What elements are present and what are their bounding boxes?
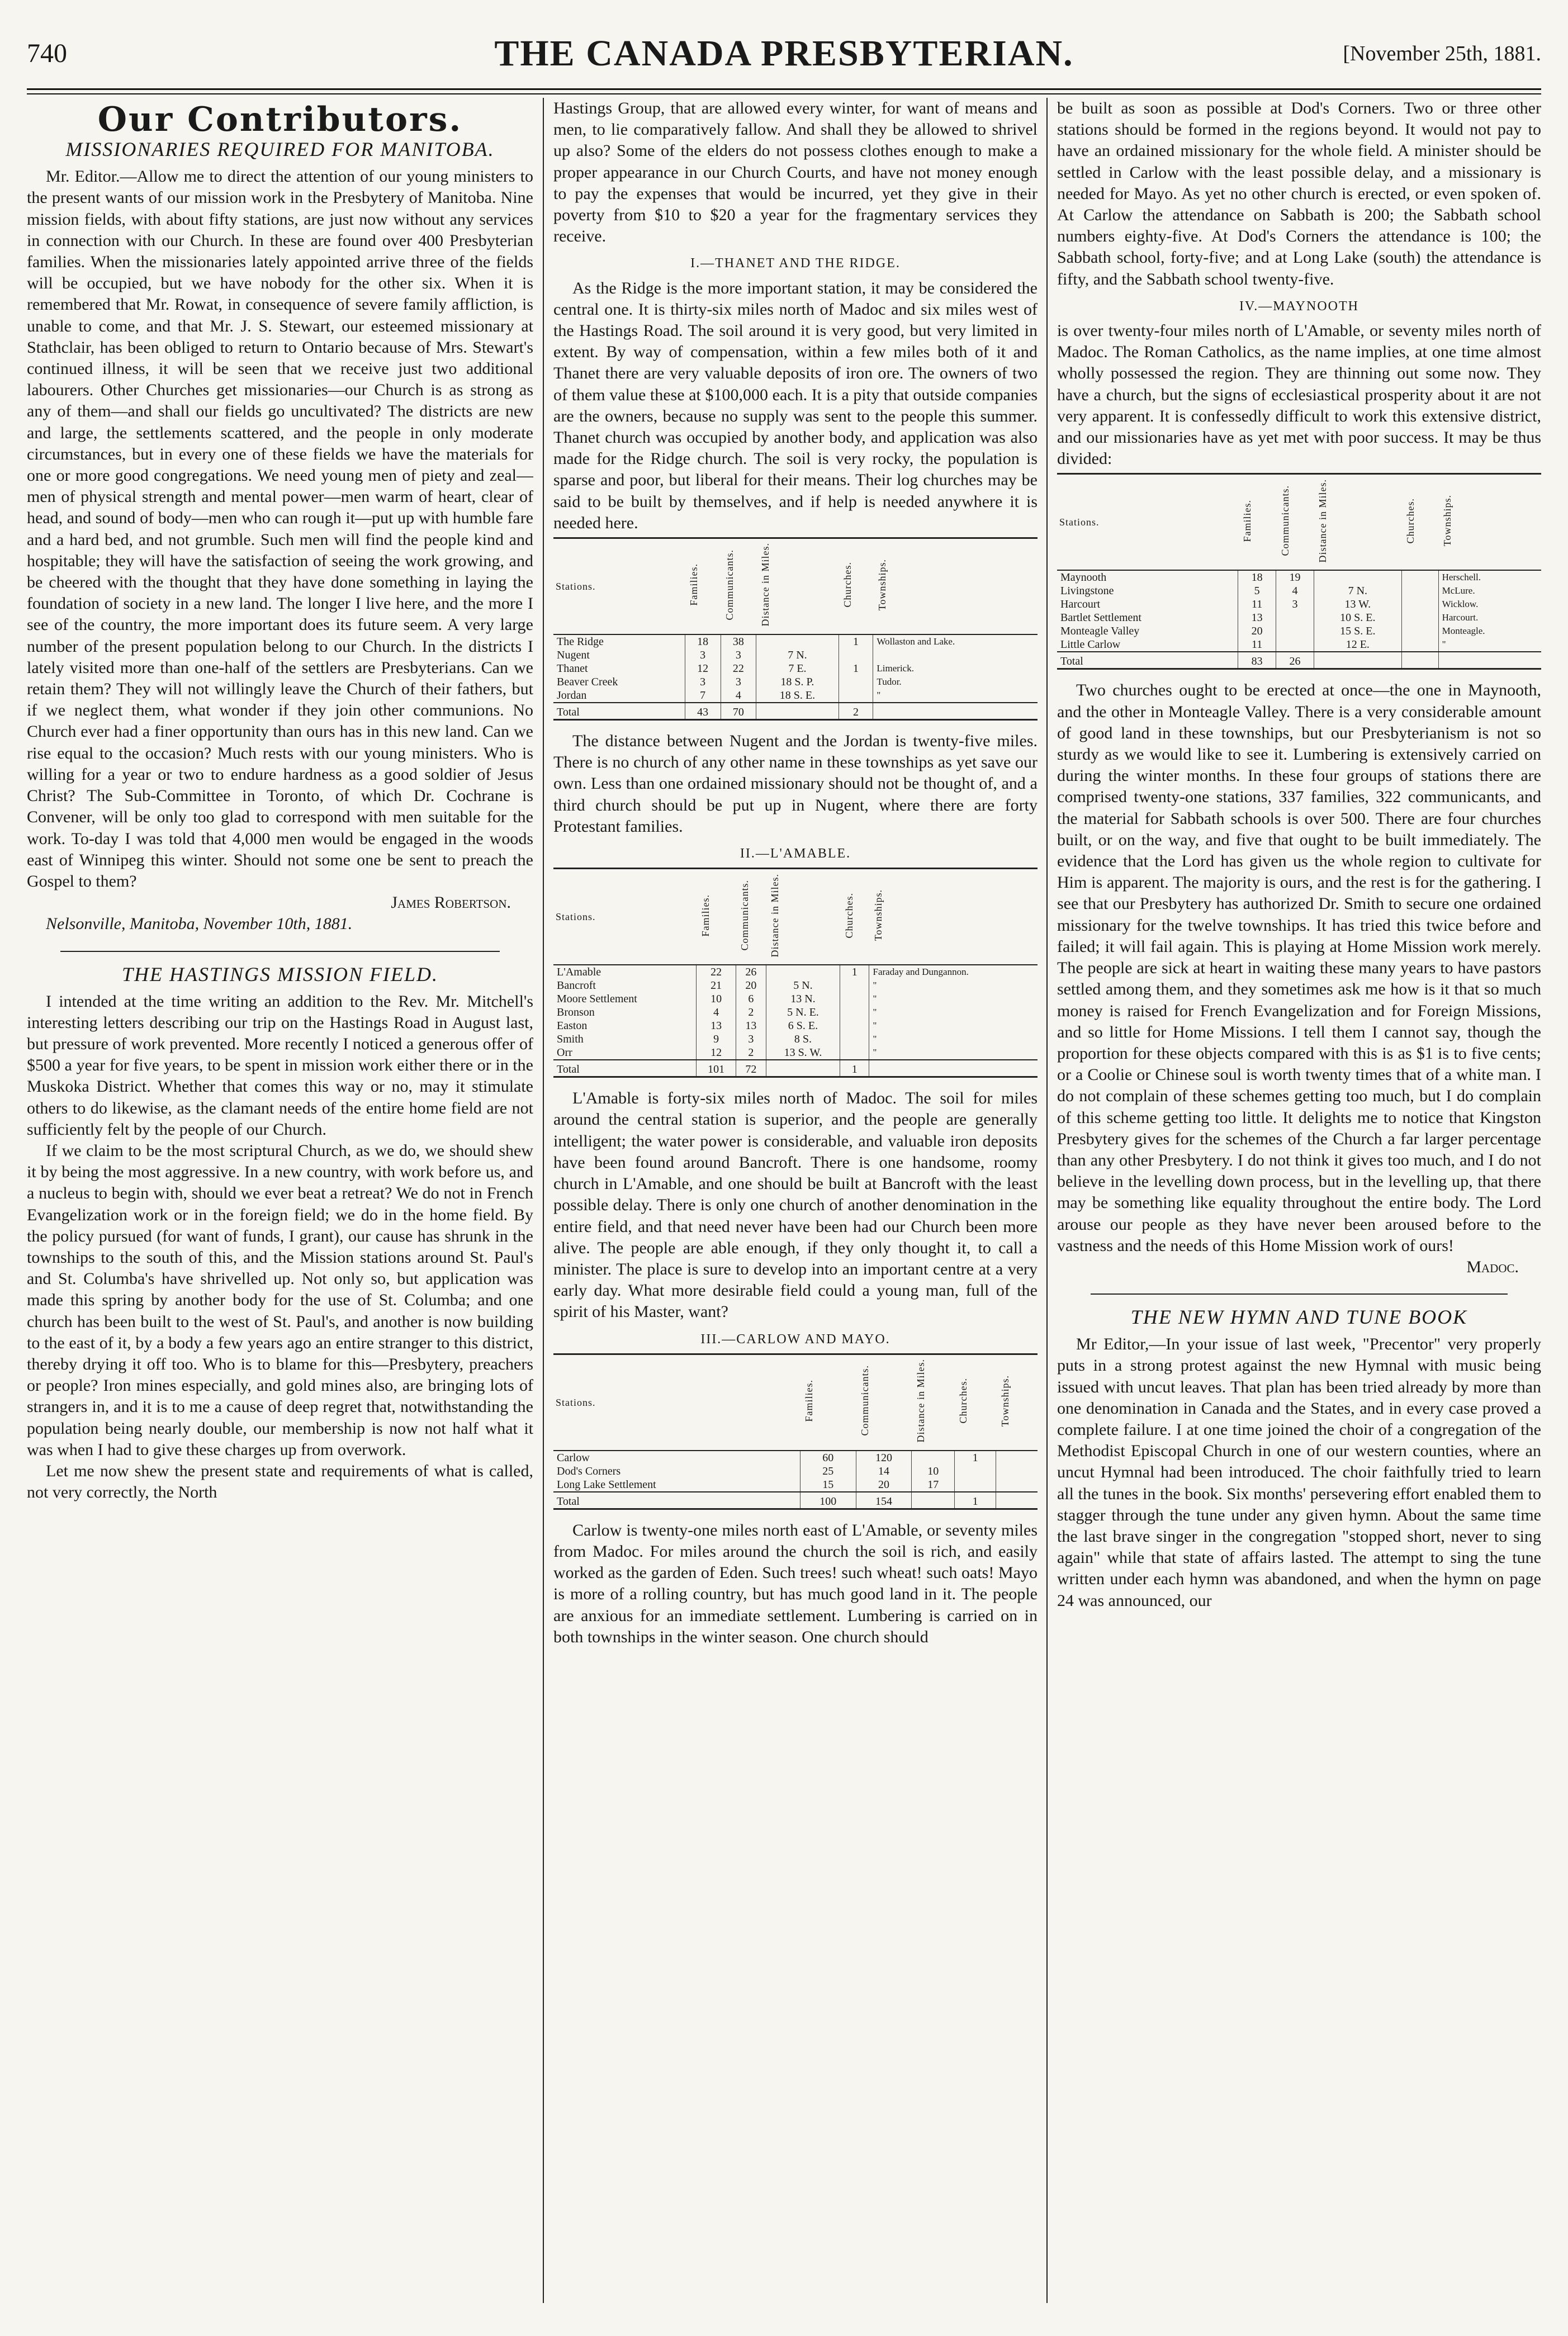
table-cell (1401, 638, 1438, 652)
table-cell (766, 965, 840, 979)
table-cell (996, 1465, 1038, 1478)
table-cell: Total (553, 1060, 697, 1077)
article-signature: James Robertson. (391, 893, 511, 912)
table-row (553, 965, 1038, 979)
table-cell: 9 (697, 1032, 736, 1046)
article-paragraph: Mr Editor,—In your issue of last week, "Precentor" very properly puts in a strong protest against the new Hymnal with music being issued with uncut leaves. That plan has been tried already by more than one denomination in Canada and the States, and in every case proved a complete failure. I at one time joined the choir of a congregation of the Methodist Episcopal Church in one of our western counties, where an uncut Hymnal had been introduced. The choir faithfully tried to learn all the tunes in the book. Six months' persevering effort enabled them to stagger through the tune under any given hymn. About the same time the last brave singer in the congregation "stopped short, never to sing again" while that state of affairs lasted. The attempt to sing the tune written under each hymn was abandoned, and when the hymn on page 24 was announced, our (1057, 1335, 1541, 1610)
table-header-cell: Distance in Miles. (912, 1354, 955, 1451)
table-header-cell: Distance in Miles. (1314, 474, 1401, 571)
table-cell: The Ridge (557, 636, 604, 648)
table-row (553, 979, 1038, 992)
table-cell: " (869, 1019, 1038, 1032)
table-cell: Thanet (557, 662, 588, 675)
table-cell: 21 (697, 979, 736, 992)
table-cell: 5 N. E. (766, 1006, 840, 1019)
table-cell (912, 1451, 955, 1465)
table-cell (1401, 611, 1438, 624)
table-cell: Jordan (557, 689, 587, 702)
table-cell: 60 (800, 1451, 856, 1465)
table-cell: 11 (1238, 598, 1276, 611)
columns (27, 98, 1541, 2314)
table-cell: 10 S. E. (1314, 611, 1401, 624)
table-header-cell: Families. (800, 1354, 856, 1451)
table-cell: 12 (685, 662, 721, 675)
table-cell: 2 (839, 703, 873, 720)
table-cell: 2 (736, 1046, 766, 1060)
article-signature: Madoc. (1466, 1257, 1519, 1276)
table-cell: 3 (1276, 598, 1314, 611)
table-cell: 13 S. W. (766, 1046, 840, 1060)
table-cell: Faraday and Dungannon. (869, 965, 1038, 979)
table-cell (756, 703, 839, 720)
stations-table (553, 537, 1038, 721)
table-cell (1401, 624, 1438, 638)
table-cell: Total (553, 1492, 800, 1509)
table-cell: 5 N. (766, 979, 840, 992)
article-paragraph: As the Ridge is the more important station, it may be considered the central one. It is thirty-six miles north of Madoc and six miles west of the Hastings Road. The soil around it is very good, but very limited in extent. By way of compensation, within a few miles both of it and Thanet there are very valuable deposits of iron ore. The owners of two of them value these at $100,000 each. It is a pity that outside companies are the owners, because no supply was sent to the people this summer. Thanet church was occupied by another body, and application was also made for the Ridge church. The soil is very rocky, the population is sparse and poor, but liberal for their means. Their log churches may be said to be built by themselves, and if help is needed anywhere it is needed here. (553, 278, 1038, 532)
table-cell: Harcourt. (1438, 611, 1541, 624)
column-2 (553, 98, 1038, 2314)
table-header-cell: Churches. (840, 869, 869, 965)
table-cell (869, 1060, 1038, 1077)
table-cell: Herschell. (1438, 570, 1541, 584)
table-cell: Total (1057, 652, 1238, 669)
table-cell: " (1438, 638, 1541, 652)
column-3 (1057, 98, 1541, 2314)
table-cell: Orr (557, 1046, 572, 1059)
table-total-row (553, 703, 1038, 720)
table-cell (756, 634, 839, 648)
table-cell: Little Carlow (1060, 638, 1121, 651)
table-cell: Long Lake Settlement (557, 1478, 656, 1491)
article-paragraph: Hastings Group, that are allowed every winter, for want of means and men, to lie comparatively fallow. And shall they be allowed to shrivel up also? Some of the elders do not possess clothes enough to make a proper appearance in our Church Courts, and have not money enough to pay the expenses that would be incurred, yet they give in their poverty from $10 to $20 a year for the fragmentary services they receive. (553, 99, 1038, 246)
table-cell (1401, 598, 1438, 611)
table-cell: 13 (697, 1019, 736, 1032)
table-row (553, 634, 1038, 648)
table-cell: 22 (697, 965, 736, 979)
table-cell (1438, 652, 1541, 669)
table-cell: 20 (1238, 624, 1276, 638)
article-paragraph: Two churches ought to be erected at once—the one in Maynooth, and the other in Monteagle Valley. There is a very considerable amount of good land in these townships, but our Presbyterianism is not so sturdy as we would like to see it. Lumbering is extensively carried on during the winter months. In these four groups of stations there are comprised twenty-one stations, 337 families, 322 communicants, and the material for Sabbath schools is over 500. There are four churches built, or on the way, and five that ought to be built immediately. The evidence that the Lord has given us the whole region to cultivate for Him is apparent. The majority is ours, and the rest is for the gathering. I see that our Presbytery has authorized Dr. Smith to secure one ordained missionary for the twelve townships. It has tried this twice before and failed; it will fail again. This is playing at Home Mission work merely. The people are sick at heart in waiting these many years to have pastors settled among them, and they sometimes ask me how is it that so much money is raised for French Evangelization and for Foreign Missions, and so little for Home Missions. I tell them I cannot say, though the proportion for these objects compared with this is as $1 is to five cents; or a Coolie or Chinese soul is worth twenty times that of a white man. I do not complain of these schemes getting too much, but I do complain of this scheme getting too little. It delights me to notice that Kingston Presbytery gives for the schemes of the Church a far larger percentage than any other Presbytery. I do not think it gives too much, and I do not believe in the levelling down process, but in the levelling up, that there may be something like equality throughout the entire body. The Lord arouse our people as they have never been aroused before to the vastness and the needs of this Home Mission work of ours! (1057, 681, 1541, 1255)
table-row (553, 1478, 1038, 1492)
table-cell (839, 648, 873, 662)
table-cell (1401, 652, 1438, 669)
department-heading: Our Contributors. (97, 100, 463, 139)
table-cell: 3 (685, 648, 721, 662)
table-cell: 43 (685, 703, 721, 720)
table-row (553, 675, 1038, 689)
table-cell: 1 (839, 662, 873, 675)
table-cell: 14 (856, 1465, 912, 1478)
table-row (553, 1465, 1038, 1478)
table-header-cell: Townships. (873, 538, 1038, 635)
table-cell: 7 (685, 689, 721, 703)
table-cell: 72 (736, 1060, 766, 1077)
table-row (1057, 570, 1541, 584)
article-title: THE NEW HYMN AND TUNE BOOK (1130, 1306, 1468, 1329)
table-cell: 7 N. (756, 648, 839, 662)
table-header-cell: Stations. (553, 869, 697, 965)
table-cell: 12 E. (1314, 638, 1401, 652)
table-cell: 12 (697, 1046, 736, 1060)
table-header-cell: Churches. (839, 538, 873, 635)
table-row (1057, 598, 1541, 611)
table-cell (840, 979, 869, 992)
table-cell: 15 (800, 1478, 856, 1492)
table-cell: Easton (557, 1020, 588, 1032)
article-paragraph: I intended at the time writing an addition to the Rev. Mr. Mitchell's interesting letters describing our trip on the Hastings Road in August last, but pressure of work prevented. More recently I noticed a generous offer of $500 a year for five years, to be spent in mission work either there or in the Muskoka District. Whether that comes this way or no, may it stimulate others to do likewise, as the clamant needs of the entire home field are not sufficiently felt by the people of our Church. (27, 992, 533, 1139)
article-title: THE HASTINGS MISSION FIELD. (122, 963, 438, 985)
table-cell: 2 (736, 1006, 766, 1019)
table-cell: 13 N. (766, 992, 840, 1006)
table-cell (1314, 652, 1401, 669)
table-cell (996, 1451, 1038, 1465)
table-cell: Monteagle Valley (1060, 625, 1140, 638)
table-cell: Bartlet Settlement (1060, 612, 1141, 624)
table-row (553, 1451, 1038, 1465)
table-cell (839, 675, 873, 689)
article-paragraph: L'Amable is forty-six miles north of Madoc. The soil for miles around the central station is superior, and the people are generally intelligent; the water power is considerable, and valuable iron deposits have been found around Bancroft. There is one handsome, roomy church in L'Amable, and one should be built at Bancroft with the least possible delay. There is only one church of another denomination in the entire field, and that need never have been had our Church been more alive. The people are able enough, if they only thought it, to call a minister. The place is sure to develop into an important centre at a very early day. What more desirable field could a young man, full of the spirit of his Master, want? (553, 1089, 1038, 1321)
article-paragraph: If we claim to be the most scriptural Church, as we do, we should shew it by being the most aggressive. In a new country, with work before us, and a nucleus to begin with, should we ever beat a retreat? We do not in French Evangelization work or in the foreign field; we do in the home field. By the policy pursued (for want of funds, I grant), our cause has shrunk in the townships to the south of this, and the Mission stations around St. Paul's and St. Columba's have shrivelled up. Not only so, but application was made this spring by another body for the use of St. Columba; and one church has been built to the west of St. Paul's, and another is now building to the east of it, by a body a few years ago an entire stranger to this district, thereby drying it off too. Who is to blame for this—Presbytery, preachers or people? Iron mines especially, and gold mines also, are bringing lots of strangers in, and it is to me a cause of deep regret that, notwithstanding the population being nearly double, our membership is now not half what it was when I had to give these charges up from overwork. (27, 1141, 533, 1459)
article-paragraph: The distance between Nugent and the Jordan is twenty-five miles. There is no church of any other name in these townships as yet save our own. Less than one ordained missionary should not be thought of, and a third church should be put up in Nugent, where there are forty Protestant families. (553, 732, 1038, 836)
table-header-cell: Communicants. (1276, 474, 1314, 571)
page-header (27, 22, 1541, 84)
table-header-cell: Families. (697, 869, 736, 965)
table-cell (840, 1046, 869, 1060)
table-cell: 20 (736, 979, 766, 992)
table-cell: 1 (839, 634, 873, 648)
table-cell (1314, 570, 1401, 584)
column-rule (543, 98, 544, 2303)
table-header-cell: Communicants. (721, 538, 756, 635)
masthead: THE CANADA PRESBYTERIAN. (494, 33, 1074, 74)
table-cell: 1 (954, 1492, 996, 1509)
table-cell: " (869, 979, 1038, 992)
table-total-row (553, 1060, 1038, 1077)
article-separator (60, 951, 500, 952)
table-cell: 8 S. (766, 1032, 840, 1046)
table-header-cell: Townships. (996, 1354, 1038, 1451)
table-cell (954, 1478, 996, 1492)
table-cell: 4 (721, 689, 756, 703)
table-cell: 11 (1238, 638, 1276, 652)
table-total-row (1057, 652, 1541, 669)
table-cell: 10 (912, 1465, 955, 1478)
table-cell (873, 648, 1038, 662)
stations-table (553, 1353, 1038, 1510)
table-cell: 120 (856, 1451, 912, 1465)
table-header-cell: Stations. (1057, 474, 1238, 571)
table-cell: " (869, 992, 1038, 1006)
table-header-cell: Churches. (1401, 474, 1438, 571)
table-cell: 26 (1276, 652, 1314, 669)
table-header-cell: Stations. (553, 538, 685, 635)
table-cell: Total (553, 703, 685, 720)
table-cell: 6 (736, 992, 766, 1006)
table-row (1057, 584, 1541, 598)
article-paragraph: Let me now shew the present state and requirements of what is called, not very correctly, the North (27, 1461, 533, 1502)
table-header-cell: Stations. (553, 1354, 800, 1451)
table-cell: " (873, 689, 1038, 703)
table-header-cell: Communicants. (736, 869, 766, 965)
table-row (553, 1019, 1038, 1032)
table-cell: 25 (800, 1465, 856, 1478)
table-cell: 6 S. E. (766, 1019, 840, 1032)
table-cell (873, 703, 1038, 720)
table-cell: 13 (1238, 611, 1276, 624)
table-cell: 7 N. (1314, 584, 1401, 598)
table-cell (954, 1465, 996, 1478)
table-cell (840, 1032, 869, 1046)
table-row (553, 648, 1038, 662)
table-cell: 101 (697, 1060, 736, 1077)
table-cell: Nugent (557, 649, 590, 662)
table-header-cell: Distance in Miles. (756, 538, 839, 635)
table-cell: 18 S. P. (756, 675, 839, 689)
table-cell (1276, 638, 1314, 652)
table-cell: " (869, 1046, 1038, 1060)
table-cell: Wollaston and Lake. (873, 634, 1038, 648)
table-cell: Bronson (557, 1006, 595, 1019)
article-dateline: Nelsonville, Manitoba, November 10th, 1881. (46, 915, 353, 934)
table-cell: 17 (912, 1478, 955, 1492)
article-paragraph: be built as soon as possible at Dod's Corners. Two or three other stations should be formed in the regions beyond. It would not pay to have an ordained missionary for the whole field. A minister should be settled in Carlow with the least possible delay, and a missionary is needed for Mayo. As yet no other church is erected, or even spoken of. At Carlow the attendance on Sabbath is 200; the Sabbath school numbers eighty-five. At Dod's Corners the attendance is 100; the Sabbath school, forty-five; and at Long Lake (south) the attendance is fifty, and the Sabbath school twenty-five. (1057, 99, 1541, 288)
article-paragraph: Mr. Editor.—Allow me to direct the attention of our young ministers to the present wants of our mission work in the Presbytery of Manitoba. Nine mission fields, with about fifty stations, are just now without any services in connection with our Church. In these are found over 400 Presbyterian families. When the missionaries lately appointed arrive three of the fields will be occupied, but we have nobody for the other six. When it is remembered that Mr. Rowat, in consequence of severe family affliction, is unable to come, and that Mr. J. S. Stewart, our esteemed missionary at Stathclair, has been obliged to return to Ontario because of Mrs. Stewart's continued illness, it will be seen that we receive just two additional labourers. Other Churches get missionaries—our Church is as strong as any of them—and shall our fields go uncultivated? The districts are new and large, the settlements scattered, and the people in only moderate circumstances, but in every one of these fields we have the materials for one or more good congregations. We need young men of piety and zeal—men of physical strength and mental power—men warm of heart, clear of head, and sound of body—men who can rough it—put up with humble fare and a hard bed, and not grumble. Such men will find the people kind and hospitable; they will have the satisfaction of seeing the work growing, and be cheered with the thought that they have done something in laying the foundation of society in a new land. The longer I live here, and the more I see of the country, the more important does its future seem. A very large number of the present population belong to our Church. In the districts I lately visited more than one-half of the settlers are Presbyterians. Can we retain them? They will not willingly leave the Church of their fathers, but if we neglect them, what wonder if they join other communions. No Church ever had a finer opportunity than ours has in this new land. Can we rise equal to the occasion? Much rests with our young ministers. Who is willing for a year or two to endure hardness as a good soldier of Jesus Christ? The Sub-Committee in Toronto, of which Dr. Cochrane is Convener, will be only too glad to correspond with men suitable for the work. To-day I was told that 4,000 men would be engaged in the woods east of Winnipeg this winter. Should not some one be sent to preach the Gospel to them? (27, 167, 533, 890)
table-header-cell: Communicants. (856, 1354, 912, 1451)
table-cell: Monteagle. (1438, 624, 1541, 638)
table-cell: 13 (736, 1019, 766, 1032)
table-header-cell: Families. (1238, 474, 1276, 571)
table-cell: Beaver Creek (557, 676, 618, 689)
table-header-cell: Townships. (869, 869, 1038, 965)
table-cell: Maynooth (1060, 571, 1107, 584)
table-cell (840, 992, 869, 1006)
column-1 (27, 98, 533, 2314)
table-cell: 22 (721, 662, 756, 675)
table-cell: Dod's Corners (557, 1465, 621, 1477)
table-cell: 154 (856, 1492, 912, 1509)
table-cell: 4 (697, 1006, 736, 1019)
table-header-cell: Churches. (954, 1354, 996, 1451)
section-heading: I.—THANET AND THE RIDGE. (690, 256, 901, 271)
table-cell (996, 1492, 1038, 1509)
table-header-cell: Distance in Miles. (766, 869, 840, 965)
table-row (553, 689, 1038, 703)
table-row (1057, 624, 1541, 638)
section-heading: II.—L'AMABLE. (740, 846, 851, 861)
table-cell (1401, 570, 1438, 584)
table-cell: Livingstone (1060, 585, 1114, 598)
table-cell: 1 (954, 1451, 996, 1465)
table-row (553, 1046, 1038, 1060)
table-cell: 7 E. (756, 662, 839, 675)
article-paragraph: Carlow is twenty-one miles north east of L'Amable, or seventy miles from Madoc. For miles around the church the soil is rich, and easily worked as the garden of Eden. Such trees! such wheat! such oats! Mayo is more of a rolling country, but has much good land in it. The people are anxious for an immediate settlement. Lumbering is carried on in both townships in the winter season. One church should (553, 1520, 1038, 1646)
article-separator (1091, 1293, 1508, 1295)
stations-table (1057, 473, 1541, 670)
table-cell (1401, 584, 1438, 598)
table-cell: 18 S. E. (756, 689, 839, 703)
table-row (553, 662, 1038, 675)
table-cell: Moore Settlement (557, 993, 637, 1006)
issue-date: [November 25th, 1881. (1343, 42, 1541, 65)
table-cell: 4 (1276, 584, 1314, 598)
table-cell: 38 (721, 634, 756, 648)
table-cell (839, 689, 873, 703)
table-cell: 13 W. (1314, 598, 1401, 611)
table-row (553, 992, 1038, 1006)
table-cell: 1 (840, 1060, 869, 1077)
page-number: 740 (27, 39, 67, 68)
table-cell: 19 (1276, 570, 1314, 584)
table-row (1057, 638, 1541, 652)
table-row (553, 1006, 1038, 1019)
table-cell (766, 1060, 840, 1077)
table-cell: 10 (697, 992, 736, 1006)
article-paragraph: is over twenty-four miles north of L'Amable, or seventy miles north of Madoc. The Roman Catholics, as the name implies, at one time almost wholly possessed the region. They are thinning out some now. They have a church, but the signs of ecclesiastical prosperity about it are not very apparent. It is confessedly difficult to work this extensive district, and our missionaries have as yet met with poor success. It may be thus divided: (1057, 321, 1541, 468)
table-cell: 26 (736, 965, 766, 979)
table-cell: 1 (840, 965, 869, 979)
table-cell (840, 1006, 869, 1019)
table-row (553, 1032, 1038, 1046)
table-cell (996, 1478, 1038, 1492)
newspaper-page (27, 22, 1541, 2314)
table-cell: 83 (1238, 652, 1276, 669)
table-cell: 3 (721, 648, 756, 662)
table-cell (1276, 624, 1314, 638)
table-cell: Wicklow. (1438, 598, 1541, 611)
column-rule (1046, 98, 1048, 2303)
table-header-cell: Townships. (1438, 474, 1541, 571)
table-cell: Limerick. (873, 662, 1038, 675)
section-heading: IV.—MAYNOOTH (1239, 298, 1359, 314)
stations-table (553, 868, 1038, 1078)
table-header-cell: Families. (685, 538, 721, 635)
article-title: MISSIONARIES REQUIRED FOR MANITOBA. (65, 138, 495, 161)
table-cell: 18 (1238, 570, 1276, 584)
table-cell: 18 (685, 634, 721, 648)
table-cell: Smith (557, 1033, 584, 1046)
table-row (1057, 611, 1541, 624)
table-cell: 100 (800, 1492, 856, 1509)
table-cell: Carlow (557, 1451, 590, 1464)
table-cell (840, 1019, 869, 1032)
table-cell: 3 (721, 675, 756, 689)
table-cell: 5 (1238, 584, 1276, 598)
table-cell (912, 1492, 955, 1509)
table-cell: 3 (685, 675, 721, 689)
header-double-rule (27, 88, 1541, 94)
table-cell: 15 S. E. (1314, 624, 1401, 638)
table-total-row (553, 1492, 1038, 1509)
table-cell: 20 (856, 1478, 912, 1492)
table-cell: Bancroft (557, 979, 596, 992)
table-cell: L'Amable (557, 966, 601, 979)
table-cell: 3 (736, 1032, 766, 1046)
table-cell: Tudor. (873, 675, 1038, 689)
table-cell: Harcourt (1060, 598, 1101, 611)
table-cell: 70 (721, 703, 756, 720)
table-cell: " (869, 1032, 1038, 1046)
table-cell (1276, 611, 1314, 624)
section-heading: III.—CARLOW AND MAYO. (700, 1332, 890, 1347)
table-cell: McLure. (1438, 584, 1541, 598)
table-cell: " (869, 1006, 1038, 1019)
